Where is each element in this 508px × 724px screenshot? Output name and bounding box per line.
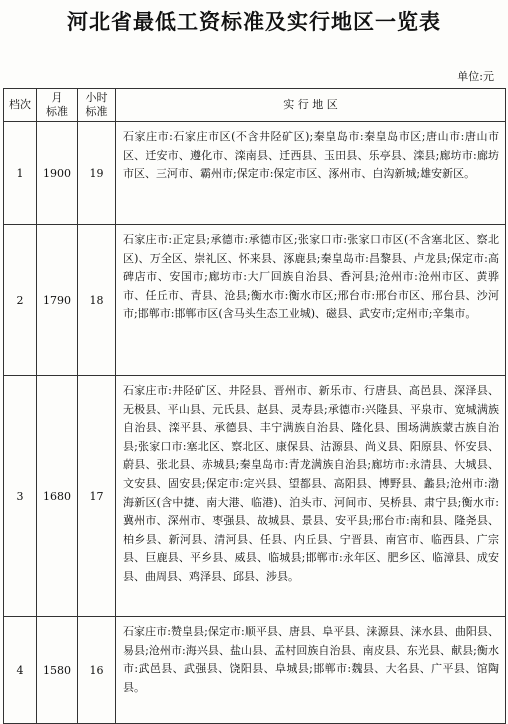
area-cell: 石家庄市:正定县;承德市:承德市区;张家口市:张家口市区(不含塞北区、察北区)、万全区、崇礼区、怀来县、涿鹿县;秦皇岛市:昌黎县、卢龙县;保定市:高碑店市、安国市;廊坊市:大厂回族自治县、香河县;沧州市:沧州市区、黄骅市、任丘市、青县、沧县;衡水市:衡水市区;邢台市:邢台市区、邢台县、沙河市;邯郸市:邯郸市区(含马头生态工业城)、磁县、武安市;定州市;辛集市。 [116,225,506,376]
header-monthly-line2: 标准 [46,105,68,118]
header-monthly-line1: 月 [51,91,63,104]
grade-cell: 4 [4,617,37,724]
area-cell: 石家庄市:石家庄市区(不含井陉矿区);秦皇岛市:秦皇岛市区;唐山市:唐山市区、迁安市、遵化市、滦南县、迁西县、玉田县、乐亭县、滦县;廊坊市:廊坊市区、三河市、霸州市;保定市:保定市区、涿州市、白沟新城;雄安新区。 [116,122,506,225]
header-hourly-line2: 标准 [85,105,108,118]
grade-cell: 3 [4,376,37,617]
monthly-cell: 1900 [37,122,78,225]
header-hourly [78,89,116,122]
grade-cell: 1 [4,122,37,225]
document-title: 河北省最低工资标准及实行地区一览表 [67,10,441,34]
hourly-cell: 19 [78,122,116,225]
monthly-cell: 1680 [37,376,78,617]
table-row [4,225,506,376]
table-header-row [4,89,506,122]
table-row [4,617,506,724]
header-area: 实 行 地 区 [116,89,506,122]
monthly-cell: 1790 [37,225,78,376]
area-cell: 石家庄市:赞皇县;保定市:顺平县、唐县、阜平县、涞源县、涞水县、曲阳县、易县;沧州市:海兴县、盐山县、孟村回族自治县、南皮县、东光县、献县;衡水市:武邑县、武强县、饶阳县、阜城县;邯郸市:魏县、大名县、广平县、馆陶县。 [116,617,506,724]
area-cell: 石家庄市:井陉矿区、井陉县、晋州市、新乐市、行唐县、高邑县、深泽县、无极县、平山县、元氏县、赵县、灵寿县;承德市:兴隆县、平泉市、宽城满族自治县、滦平县、承德县、丰宁满族自治县、隆化县、围场满族蒙古族自治县;张家口市:塞北区、察北区、康保县、沽源县、尚义县、阳原县、怀安县、蔚县、张北县、赤城县;秦皇岛市:青龙满族自治县;廊坊市:永清县、大城县、文安县、固安县;保定市:定兴县、望都县、高阳县、博野县、蠡县;沧州市:渤海新区(含中捷、南大港、临港)、泊头市、河间市、吴桥县、肃宁县;衡水市:冀州市、深州市、枣强县、故城县、景县、安平县;邢台市:南和县、隆尧县、柏乡县、新河县、清河县、任县、内丘县、宁晋县、南宫市、临西县、广宗县、巨鹿县、平乡县、威县、临城县;邯郸市:永年区、肥乡区、临漳县、成安县、曲周县、鸡泽县、邱县、涉县。 [116,376,506,617]
monthly-cell: 1580 [37,617,78,724]
hourly-cell: 18 [78,225,116,376]
hourly-cell: 16 [78,617,116,724]
grade-cell: 2 [4,225,37,376]
table-row [4,376,506,617]
minimum-wage-table [3,88,506,724]
header-hourly-line1: 小时 [85,91,108,104]
hourly-cell: 17 [78,376,116,617]
header-monthly [37,89,78,122]
unit-label: 单位:元 [457,70,494,83]
table-row [4,122,506,225]
header-grade: 档次 [4,89,37,122]
